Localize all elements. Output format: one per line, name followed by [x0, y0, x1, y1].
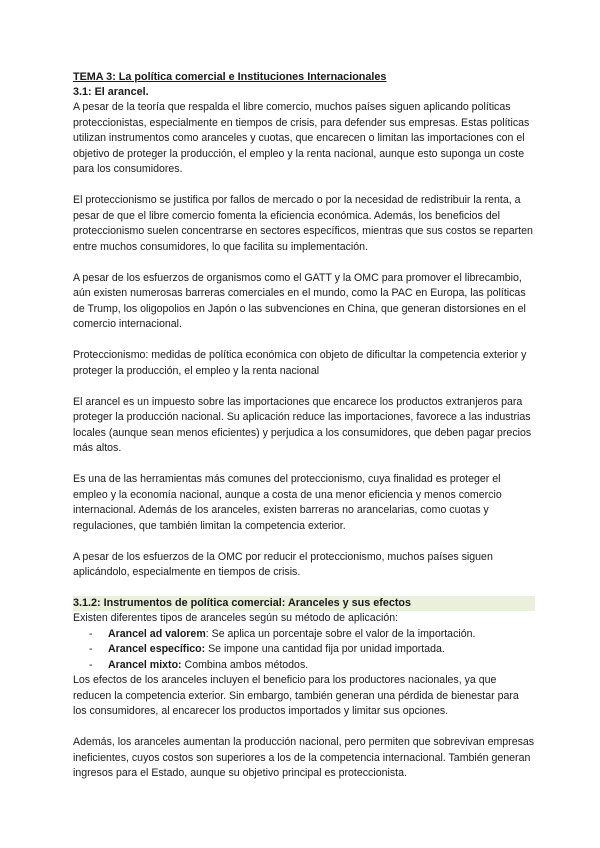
list-item — [73, 658, 535, 674]
method-term: Arancel mixto: — [108, 658, 182, 671]
paragraph: El proteccionismo se justifica por fallos de mercado o por la necesidad de redistribuir la renta, a pesar de que el libre comercio fomenta la eficiencia económica. Además, los beneficios del proteccionismo suelen concentrarse en sectores específicos, mientras que sus costos se reparten entre muchos consumidores, lo que facilita su implementación. — [73, 194, 533, 253]
definition-paragraph: Proteccionismo: medidas de política económica con objeto de dificultar la competencia exterior y proteger la producción, el empleo y la renta nacional — [73, 349, 527, 377]
paragraph: A pesar de los esfuerzos de organismos como el GATT y la OMC para promover el librecambio, aún existen numerosas barreras comerciales en el mundo, como la PAC en Europa, las políticas de Trump, los oligopolios en Japón o las subvenciones en China, que generan distorsiones en el comercio internacional. — [73, 271, 526, 330]
list-item — [73, 642, 535, 658]
paragraph: Es una de las herramientas más comunes del proteccionismo, cuya finalidad es proteger el empleo y la economía nacional, aunque a costa de una menor eficiencia y menos comercio internacional. Además de los aranceles, existen barreras no arancelarias, como cuotas y regulaciones, que también limitan la competencia exterior. — [73, 473, 502, 532]
method-term: Arancel ad valorem — [108, 627, 206, 640]
section-heading-3-1-2: 3.1.2: Instrumentos de política comercial: Aranceles y sus efectos — [73, 596, 535, 611]
method-description: Combina ambos métodos. — [181, 658, 309, 671]
paragraph: A pesar de los esfuerzos de la OMC por reducir el proteccionismo, muchos países siguen aplicándolo, especialmente en tiempos de crisis. — [73, 550, 493, 578]
paragraph: El arancel es un impuesto sobre las importaciones que encarece los productos extranjeros para proteger la producción nacional. Su aplicación reduce las importaciones, favorece a las industrias locales (aunque sean menos eficientes) y perjudica a los consumidores, que deben pagar precios más altos. — [73, 395, 532, 454]
list-dash: - — [89, 627, 93, 640]
method-description: : Se aplica un porcentaje sobre el valor de la importación. — [205, 627, 476, 640]
method-description: Se impone una cantidad fija por unidad importada. — [205, 643, 445, 655]
section-heading-3-1: 3.1: El arancel. — [73, 86, 149, 98]
document-content — [73, 70, 535, 782]
document-title: TEMA 3: La política comercial e Instituciones Internacionales — [73, 71, 387, 83]
methods-list — [73, 627, 535, 674]
list-dash: - — [89, 658, 93, 671]
paragraph: A pesar de la teoría que respalda el libre comercio, muchos países siguen aplicando políticas proteccionistas, especialmente en tiempos de crisis, para defender sus empresas. Estas políticas utilizan instrumentos como aranceles y cuotas, que encarecen o limitan las importaciones con el objetivo de proteger la producción, el empleo y la renta nacional, aunque esto suponga un coste para los consumidores. — [73, 101, 530, 175]
list-dash: - — [89, 643, 93, 655]
methods-intro: Existen diferentes tipos de aranceles según su método de aplicación: — [73, 612, 399, 624]
method-term: Arancel específico: — [108, 643, 206, 655]
paragraph: Además, los aranceles aumentan la producción nacional, pero permiten que sobrevivan empresas ineficientes, cuyos costos son superiores a los de la competencia internacional. También generan ingresos para el Estado, aunque su objetivo principal es proteccionista. — [73, 736, 535, 779]
list-item — [73, 627, 535, 643]
paragraph: Los efectos de los aranceles incluyen el beneficio para los productores nacionales, ya que reducen la competencia exterior. Sin embargo, también generan una pérdida de bienestar para los consumidores, al encarecer los productos importados y limitar sus opciones. — [73, 674, 519, 717]
